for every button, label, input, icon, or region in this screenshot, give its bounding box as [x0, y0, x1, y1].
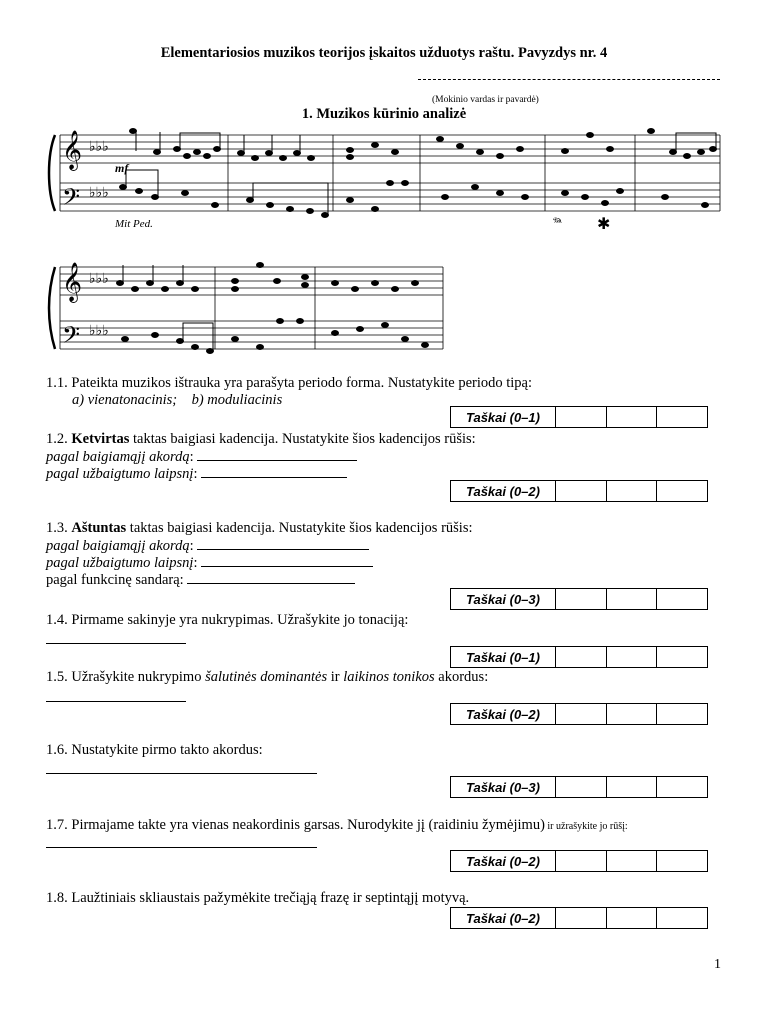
points-cell[interactable] [657, 908, 708, 929]
flat-key-signature-icon: ♭♭♭ [89, 186, 109, 201]
points-cell[interactable] [657, 589, 708, 610]
points-cell[interactable] [556, 777, 607, 798]
question-1-2-text [46, 431, 476, 448]
answer-field[interactable] [187, 571, 355, 584]
treble-clef-icon: 𝄞 [62, 132, 83, 169]
points-table-1-1 [450, 406, 708, 428]
answer-field[interactable] [197, 448, 357, 461]
points-cell[interactable] [556, 704, 607, 725]
points-table-1-2 [450, 480, 708, 502]
points-cell[interactable] [657, 704, 708, 725]
question-1-2-line-b: pagal užbaigtumo laipsnį: [46, 465, 347, 483]
answer-field[interactable] [46, 847, 317, 848]
points-cell[interactable] [606, 777, 657, 798]
staff-lines-1 [49, 135, 720, 211]
question-1-1-options: a) vienatonacinis; b) moduliacinis [72, 392, 283, 408]
pedal-icon: 𝆮 [553, 216, 563, 230]
answer-field[interactable] [46, 773, 317, 774]
section-title: 1. Muzikos kūrinio analizė [301, 106, 467, 122]
points-cell[interactable] [556, 589, 607, 610]
question-1-8-text: 1.8. Laužtiniais skliaustais pažymėkite trečiąją frazę ir septintąjį motyvą. [46, 890, 470, 906]
points-label: Taškai (0–2) [451, 908, 556, 929]
points-cell[interactable] [606, 647, 657, 668]
points-cell[interactable] [556, 647, 607, 668]
points-cell[interactable] [606, 704, 657, 725]
points-cell[interactable] [606, 908, 657, 929]
question-1-6-text: 1.6. Nustatykite pirmo takto akordus: [46, 742, 263, 758]
points-cell[interactable] [556, 908, 607, 929]
points-table-1-6 [450, 776, 708, 798]
question-body: taktas baigiasi kadencija. Nustatykite šios kadencijos rūšis: [129, 431, 476, 447]
student-name-line [418, 79, 720, 80]
bass-clef-icon: 𝄢 [62, 323, 81, 354]
question-number: 1.3. [46, 520, 72, 536]
points-label: Taškai (0–2) [451, 481, 556, 502]
points-cell[interactable] [657, 851, 708, 872]
points-cell[interactable] [657, 647, 708, 668]
points-table-1-8 [450, 907, 708, 929]
points-cell[interactable] [556, 481, 607, 502]
points-label: Taškai (0–1) [451, 647, 556, 668]
answer-field[interactable] [201, 554, 373, 567]
points-table-1-4 [450, 646, 708, 668]
flat-key-signature-icon: ♭♭♭ [89, 272, 109, 287]
answer-field[interactable] [46, 701, 186, 702]
answer-field[interactable] [46, 643, 186, 644]
question-1-7-text: 1.7. Pirmajame takte yra vienas neakordinis garsas. Nurodykite jį (raidiniu žymėjimu) ir užrašykite jo rūšį: [46, 817, 628, 833]
points-cell[interactable] [606, 481, 657, 502]
question-1-2-line-a: pagal baigiamąjį akordą: [46, 448, 357, 466]
points-table-1-3 [450, 588, 708, 610]
music-score-system-2 [45, 253, 450, 363]
question-1-1-text: 1.1. Pateikta muzikos ištrauka yra parašyta periodo forma. Nustatykite periodo tipą: [46, 375, 533, 391]
points-cell[interactable] [556, 407, 607, 428]
points-cell[interactable] [606, 407, 657, 428]
points-label: Taškai (0–2) [451, 704, 556, 725]
treble-clef-icon: 𝄞 [62, 264, 83, 301]
points-cell[interactable] [657, 777, 708, 798]
pedal-release-icon: ✱ [597, 216, 611, 230]
bass-clef-icon: 𝄢 [62, 185, 81, 216]
question-1-3-line-c: pagal funkcinę sandarą: [46, 571, 355, 589]
points-cell[interactable] [606, 851, 657, 872]
question-1-5-text: 1.5. Užrašykite nukrypimo šalutinės dominantės ir laikinos tonikos akordus: [46, 669, 489, 685]
pedal-start-marking: Mit Ped. [115, 218, 153, 230]
points-table-1-5 [450, 703, 708, 725]
points-cell[interactable] [657, 407, 708, 428]
points-label: Taškai (0–1) [451, 407, 556, 428]
question-body: taktas baigiasi kadencija. Nustatykite šios kadencijos rūšis: [126, 520, 473, 536]
score-notes-2 [117, 263, 429, 354]
flat-key-signature-icon: ♭♭♭ [89, 324, 109, 339]
points-label: Taškai (0–3) [451, 777, 556, 798]
question-1-3-line-b: pagal užbaigtumo laipsnį: [46, 554, 373, 572]
points-cell[interactable] [606, 589, 657, 610]
question-1-3-line-a: pagal baigiamąjį akordą: [46, 537, 369, 555]
flat-key-signature-icon: ♭♭♭ [89, 140, 109, 155]
student-name-caption: (Mokinio vardas ir pavardė) [432, 95, 539, 105]
question-number: 1.2. [46, 431, 72, 447]
points-label: Taškai (0–2) [451, 851, 556, 872]
question-1-4-text: 1.4. Pirmame sakinyje yra nukrypimas. Užrašykite jo tonaciją: [46, 612, 409, 628]
question-emphasis: Ketvirtas [71, 431, 130, 447]
music-score-system-1 [45, 125, 725, 230]
document-title: Elementariosios muzikos teorijos įskaitos užduotys raštu. Pavyzdys nr. 4 [160, 45, 608, 61]
question-emphasis: Aštuntas [71, 520, 127, 536]
answer-field[interactable] [201, 465, 347, 478]
page-number: 1 [714, 957, 721, 972]
points-cell[interactable] [657, 481, 708, 502]
points-cell[interactable] [556, 851, 607, 872]
answer-field[interactable] [197, 537, 369, 550]
question-1-3-text [46, 520, 473, 537]
points-label: Taškai (0–3) [451, 589, 556, 610]
points-table-1-7 [450, 850, 708, 872]
dynamic-marking: mf [115, 161, 129, 175]
